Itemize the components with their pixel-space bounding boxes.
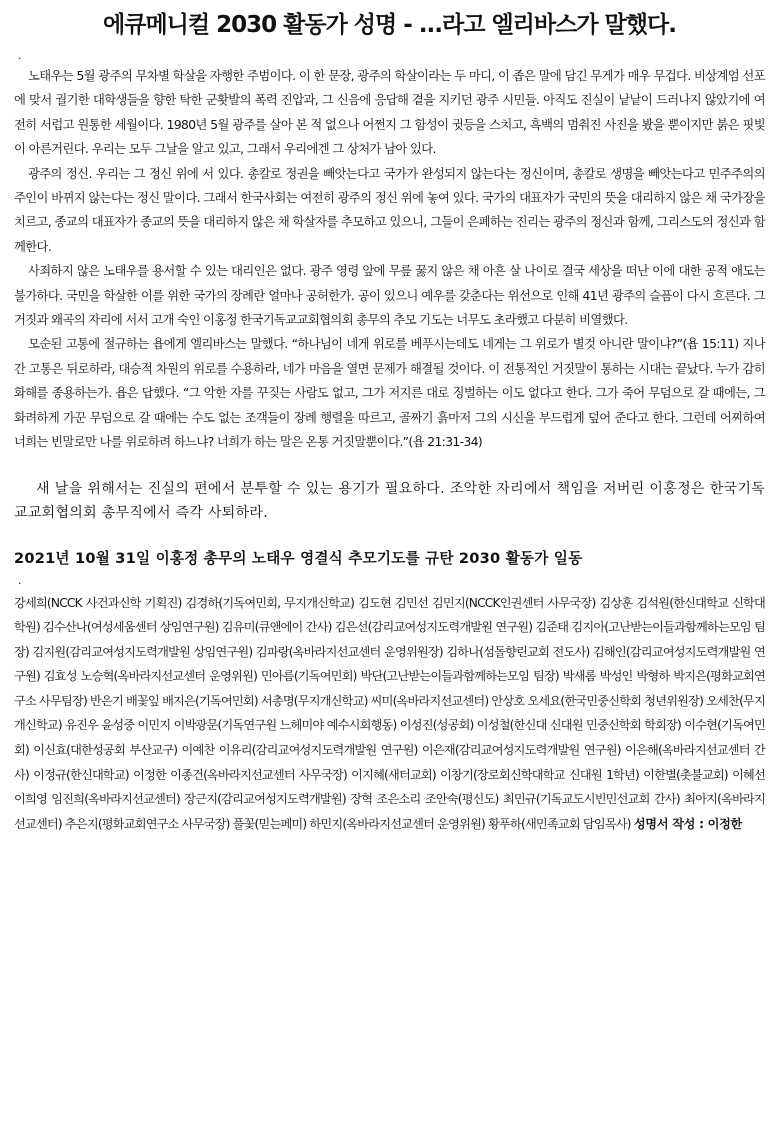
body-paragraph-3: 사죄하지 않은 노태우를 용서할 수 있는 대리인은 없다. 광주 영령 앞에 무릎 꿇지 않은 채 아흔 살 나이로 결국 세상을 떠난 이에 대한 공적 애도는 불가하다. 국민을 학살한 이를 위한 국가의 장례란 얼마나 공허한가. 공이 있으니 예우를 갖춘다는 위선으로 인해 41년 광주의 슬픔이 다시 흐른다. 그 거짓과 왜곡의 자리에 서서 고개 숙인 이홍정 한국기독교교회협의회 총무의 추모 기도는 너무도 초라했고 다분히 비열했다. [14,264,765,328]
statement-body [14,64,765,455]
dot-marker: . [18,49,22,62]
signers-list [14,591,765,837]
statement-page [14,0,765,836]
statement-title: 에큐메니컬 2030 활동가 성명 - ...라고 엘리바스가 말했다. [103,12,676,38]
body-paragraph-2: 광주의 정신. 우리는 그 정신 위에 서 있다. 총칼로 정권을 빼앗는다고 국가가 완성되지 않는다는 정신이며, 총칼로 생명을 빼앗는다고 민주주의의 주인이 바뀌지 않는다는 정신 말이다. 그래서 한국사회는 여전히 광주의 정신 위에 놓여 있다. 국가의 대표자가 국민의 뜻을 대리하지 않은 채 국가장을 치르고, 종교의 대표자가 종교의 뜻을 대리하지 않은 채 학살자를 추모하고 있으니, 그들이 은폐하는 진리는 광주의 정신과 함께, 그리스도의 정신과 함께한다. [14,166,765,254]
appeal-paragraph: 새 날을 위해서는 진실의 편에서 분투할 수 있는 용기가 필요하다. 조악한 자리에서 책임을 저버린 이홍정은 한국기독교교회협의회 총무직에서 즉각 사퇴하라. [14,480,765,521]
signers-heading: 2021년 10월 31일 이홍정 총무의 노태우 영결식 추모기도를 규탄 2030 활동가 일동 [14,549,583,567]
author-line: 성명서 작성 : 이정한 [633,816,743,831]
signers-names: 강세희(NCCK 사건과신학 기획진) 김경하(기독여민회, 무지개신학교) 김도현 김민선 김민지(NCCK인권센터 사무국장) 김상훈 김석원(한신대학교 신학대학원) 김수산나(여성세움센터 상임연구원) 김유미(큐앤에이 간사) 김은선(감리교여성지도력개발원 연구원) 김준태 김지아(고난받는이들과함께하는모임 팀장) 김지원(감리교여성지도력개발원 상임연구원) 김파랑(옥바라지선교센터 운영위원장) 김하나(섬돌향린교회 전도사) 김해인(감리교여성지도력개발원 연구원) 김효성 노승혁(옥바라지선교센터 운영위원) 민아름(기독여민회) 박단(고난받는이들과함께하는모임 팀장) 박새롬 박성인 박형하 박지은(평화교회연구소 사무팀장) 반은기 배꽃잎 배지은(기독여민회) 서총명(무지개신학교) 씨미(옥바라지선교센터) 안상호 오세요(한국민중신학회 청년위원장) 오세찬(무지개신학교) 유진우 윤성중 이민지 이박광문(기독연구원 느헤미야 예수시회행동) 이성진(성공회) 이성철(한신대 신대원 민중신학회 학회장) 이수현(기독여민회) 이신효(대한성공회 부산교구) 이예찬 이유리(감리교여성지도력개발원 연구원) 이은재(감리교여성지도력개발원 연구원) 이은해(옥바라지선교센터 간사) 이정규(한신대학교) 이정한 이종건(옥바라지선교센터 사무국장) 이지혜(새터교회) 이창기(장로회신학대학교 신대원 1학년) 이한별(촛불교회) 이혜선 이희영 임진희(옥바라지선교센터) 장근지(감리교여성지도력개발원) 장혁 조은소리 조안숙(평신도) 최민규(기독교도시빈민선교회 간사) 최아지(옥바라지선교센터) 추은지(평화교회연구소 사무국장) 풀꽃(믿는페미) 하민지(옥바라지선교센터 운영위원) 황푸하(새민족교회 담임목사) [14,595,765,831]
body-paragraph-4: 모순된 고통에 절규하는 욥에게 엘리바스는 말했다. “하나님이 네게 위로를 베푸시는데도 네게는 그 위로가 별것 아니란 말이냐?”(욥 15:11) 지나간 고통은 뒤로하라, 대승적 차원의 위로를 수용하라, 네가 마음을 열면 문제가 해결될 것이다. 이 전통적인 거짓말이 통하는 시대는 끝났다. 누가 감히 화해를 종용하는가. 욥은 답했다. “그 악한 자를 꾸짖는 사람도 없고, 그가 저지른 대로 징벌하는 이도 없다고 한다. 그가 죽어 무덤으로 갈 때에는, 그 화려하게 가꾼 무덤으로 갈 때에는 수도 없는 조객들이 장례 행렬을 따르고, 골짜기 흙마저 그의 시신을 부드럽게 덮어 준다고 한다. 그런데 어찌하여 너희는 빈말로만 나를 위로하려 하느냐? 너희가 하는 말은 온통 거짓말뿐이다.”(욥 21:31-34) [14,337,765,450]
body-paragraph-1: 노태우는 5월 광주의 무차별 학살을 자행한 주범이다. 이 한 문장, 광주의 학살이라는 두 마디, 이 좁은 말에 담긴 무게가 매우 무겁다. 비상계엄 선포에 맞서 궐기한 대학생들을 향한 탁한 군홧발의 폭력 진압과, 그 신음에 응답해 곁을 지키던 광주 시민들. 아직도 진실이 낱낱이 드러나지 않았기에 여전히 서럽고 원통한 세월이다. 1980년 5월 광주를 살아 본 적 없으나 어쩐지 그 함성이 귓등을 스치고, 흑백의 멈춰진 사진을 봤을 뿐이지만 붉은 핏빛이 아른거린다. 우리는 모두 그날을 알고 있고, 그래서 우리에겐 그 상처가 남아 있다. [14,69,765,157]
dot-marker-2: . [18,573,22,587]
